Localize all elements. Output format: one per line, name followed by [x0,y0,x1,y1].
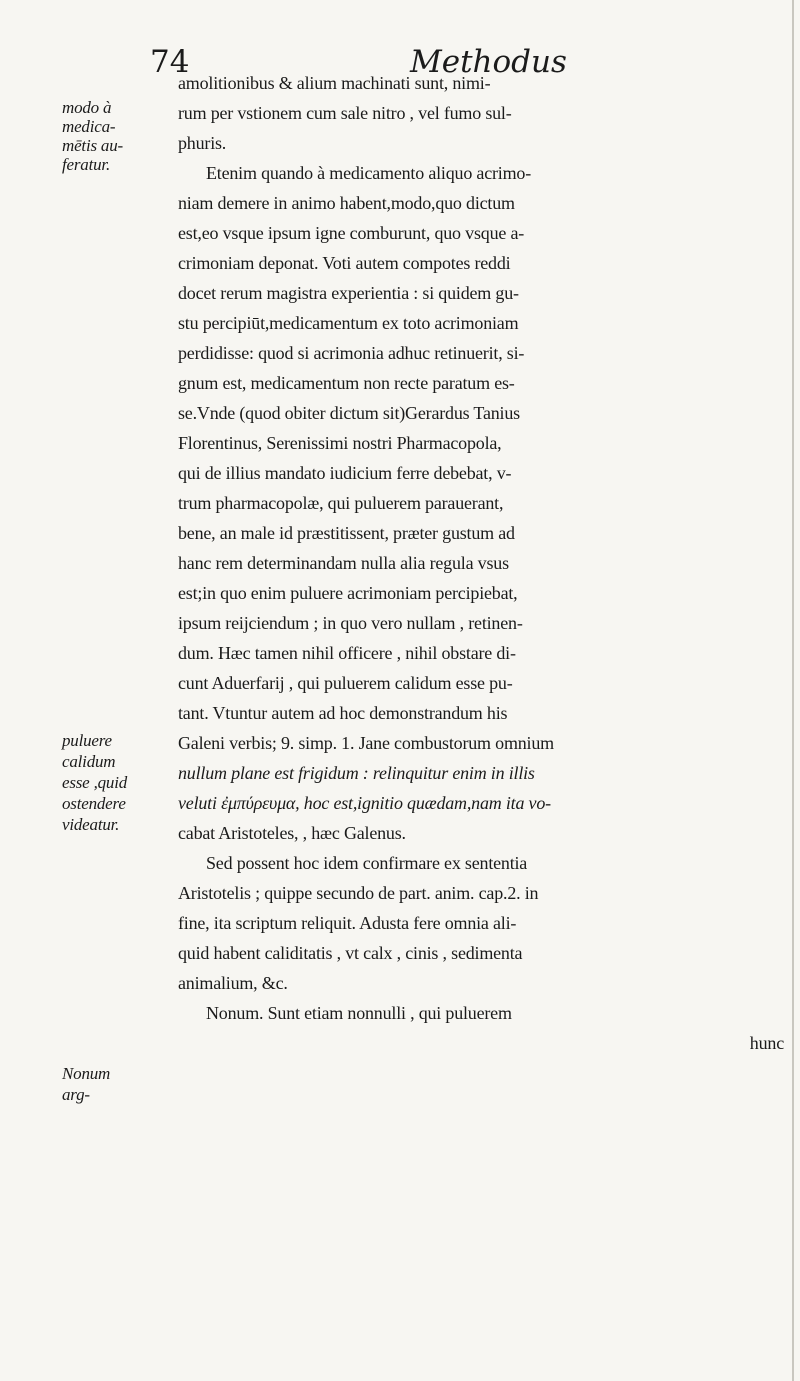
body-text [178,68,794,1058]
text-line: qui de illius mandato iudicium ferre debebat, v- [178,463,512,483]
text-line: Sed possent hoc idem confirmare ex sententia [206,853,528,873]
text-line: bene, an male id præstitissent, præter gustum ad [178,523,515,543]
text-line: est,eo vsque ipsum igne comburunt, quo vsque a- [178,223,525,243]
margin-note-line: medica- [62,117,116,136]
margin-note-line: feratur. [62,155,110,174]
text-line: ipsum reijciendum ; in quo vero nullam , retinen- [178,613,523,633]
text-line: dum. Hæc tamen nihil officere , nihil obstare di- [178,643,516,663]
text-line: Florentinus, Serenissimi nostri Pharmacopola, [178,433,502,453]
text-line: Etenim quando à medicamento aliquo acrimo- [206,163,531,183]
text-line: perdidisse: quod si acrimonia adhuc retinuerit, si- [178,343,525,363]
text-line: veluti ἐμπύρευμα, hoc est,ignitio quædam,nam ita vo- [178,793,551,813]
text-line: tant. Vtuntur autem ad hoc demonstrandum his [178,703,508,723]
text-line: crimoniam deponat. Voti autem compotes reddi [178,253,511,273]
text-line: docet rerum magistra experientia : si quidem gu- [178,283,519,303]
catchword: hunc [749,1033,784,1053]
margin-note-line: calidum [62,752,116,771]
margin-note-line: mētis au- [62,136,123,155]
margin-note-line: modo à [62,98,112,117]
text-line: niam demere in animo habent,modo,quo dictum [178,193,515,213]
text-line: amolitionibus & alium machinati sunt, nimi- [178,73,491,93]
text-line: phuris. [178,133,227,153]
text-line: Nonum. Sunt etiam nonnulli , qui puluerem [206,1003,512,1023]
text-line: cabat Aristoteles, , hæc Galenus. [178,823,406,843]
margin-note-line: Nonum [62,1064,111,1083]
margin-note-line: esse ,quid [62,773,128,792]
text-line: hanc rem determinandam nulla alia regula vsus [178,553,509,573]
margin-note-2 [62,730,154,835]
text-line: cunt Aduerfarij , qui puluerem calidum esse pu- [178,673,513,693]
running-head: Methodus [410,44,567,80]
text-line: nullum plane est frigidum : relinquitur enim in illis [178,763,535,783]
text-line: gnum est, medicamentum non recte paratum es- [178,373,515,393]
margin-note-line: videatur. [62,815,120,834]
text-line: stu percipiūt,medicamentum ex toto acrimoniam [178,313,519,333]
page-number: 74 [150,44,190,80]
margin-note-1 [62,98,154,174]
text-line: animalium, &c. [178,973,288,993]
text-line: se.Vnde (quod obiter dictum sit)Gerardus Tanius [178,403,520,423]
margin-note-line: arg- [62,1085,90,1104]
text-line: trum pharmacopolæ, qui puluerem parauerant, [178,493,504,513]
text-line: quid habent caliditatis , vt calx , cinis , sedimenta [178,943,523,963]
margin-note-line: puluere [62,731,112,750]
margin-note-3 [62,1063,154,1105]
text-line: fine, ita scriptum reliquit. Adusta fere omnia ali- [178,913,517,933]
text-line: rum per vstionem cum sale nitro , vel fumo sul- [178,103,512,123]
text-line: Galeni verbis; 9. simp. 1. Jane combustorum omnium [178,733,554,753]
text-line: est;in quo enim puluere acrimoniam percipiebat, [178,583,518,603]
margin-note-line: ostendere [62,794,126,813]
text-line: Aristotelis ; quippe secundo de part. anim. cap.2. in [178,883,539,903]
